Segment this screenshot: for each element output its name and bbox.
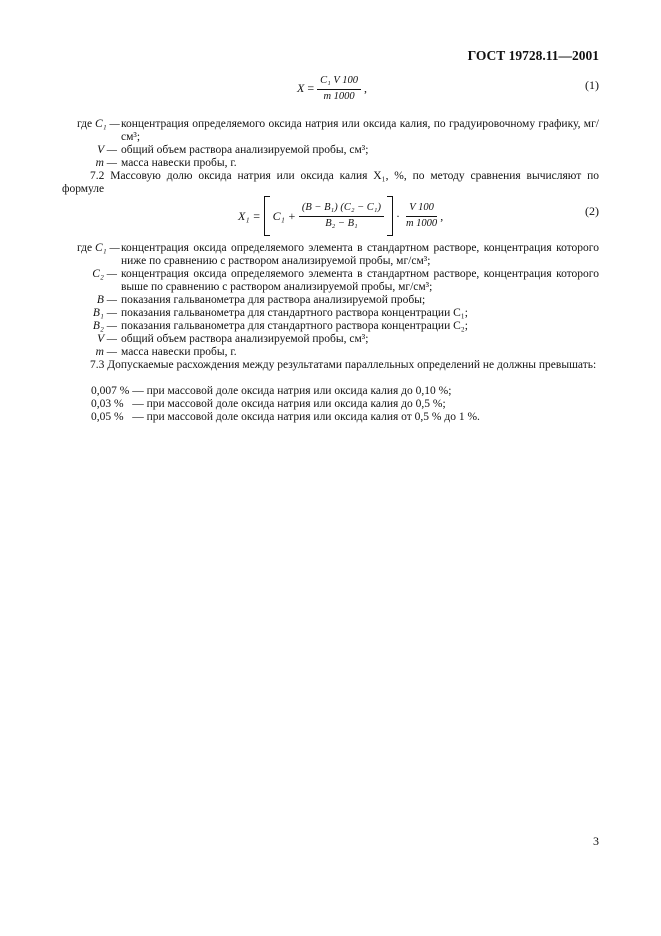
formula-1: X = $\frac{\text{C₁ V 100}}{m 1000}$ ,	[297, 75, 368, 102]
tolerance-item-3: 0,05 % — при массовой доле оксида натрия или оксида калия от 0,5 % до 1 %.	[91, 411, 480, 423]
def2-7-text: масса навески пробы, г.	[121, 346, 237, 358]
def3-text: масса навески пробы, г.	[121, 157, 237, 169]
def3-symbol: m —	[95, 157, 117, 169]
formula-2-denominator-2: m 1000	[405, 217, 438, 229]
formula-2-dot: ·	[395, 208, 400, 223]
formula-1-fraction	[317, 75, 361, 103]
def2-1-text: концентрация оксида определяемого элемента в стандартном растворе, концентрация которого ниже по сравнению с раствором анализируемой пробы, мг/см³;	[121, 242, 599, 267]
def1-text: концентрация определяемого оксида натрия или оксида калия, по градуировочному графику, мг/см³;	[121, 118, 599, 143]
def2-3-symbol: B —	[96, 294, 117, 306]
right-bracket	[387, 196, 393, 236]
document-header: ГОСТ 19728.11—2001	[467, 48, 599, 63]
formula-2	[238, 196, 443, 236]
formula-1-denominator: m 1000	[323, 90, 355, 102]
def2-3-text: показания гальванометра для раствора анализируемой пробы;	[121, 294, 426, 306]
formula-2-numerator: (B − B₁) (C₂ − C₁)	[299, 202, 384, 217]
def2-6-text: общий объем раствора анализируемой пробы, см³;	[121, 333, 369, 345]
formula-1-numerator: C₁ V 100	[317, 75, 361, 90]
def2-1-symbol: C₁ —	[94, 242, 120, 254]
tolerance-item-1: 0,007 % — при массовой доле оксида натрия или оксида калия до 0,10 %;	[91, 385, 452, 397]
def2-4-text: показания гальванометра для стандартного раствора концентрации C₁;	[121, 307, 468, 319]
left-bracket	[264, 196, 270, 236]
formula-1-lhs: X	[297, 80, 305, 95]
def2-6-symbol: V —	[97, 333, 117, 345]
def2-5-symbol: B₂ —	[92, 320, 117, 332]
def2-symbol: V —	[97, 144, 117, 156]
tolerance-item-2: 0,03 % — при массовой доле оксида натрия или оксида калия до 0,5 %;	[91, 398, 446, 410]
def2-2-text: концентрация оксида определяемого элемента в стандартном растворе, концентрация которого выше по сравнению с раствором анализируемой пробы, мг/см³;	[121, 268, 599, 293]
formula-2-denominator: B₂ − B₁	[325, 217, 358, 229]
formula-2-number: (2)	[585, 204, 599, 218]
formula-2-lhs: X₁ =	[238, 208, 261, 223]
formula-2-fraction	[299, 202, 384, 230]
formula-1-tail: ,	[364, 80, 368, 95]
formula-2-numerator-2: V 100	[406, 202, 437, 217]
formula-2-tail: ,	[440, 208, 444, 223]
formula-2-fraction-2	[403, 202, 440, 230]
formula-1-number: (1)	[585, 78, 599, 92]
page-number: 3	[593, 834, 599, 848]
def2-4-symbol: B₁ —	[92, 307, 117, 319]
paragraph-7-3: 7.3 Допускаемые расхождения между результатами параллельных определений не должны превышать:	[90, 359, 597, 371]
def2-7-symbol: m —	[95, 346, 117, 358]
def1-symbol: C₁ —	[94, 118, 120, 130]
def2-5-text: показания гальванометра для стандартного раствора концентрации C₂;	[121, 320, 468, 332]
formula-2-c1: C₁ +	[272, 208, 296, 223]
def2-2-symbol: C₂ —	[92, 268, 117, 280]
paragraph-7-2: 7.2 Массовую долю оксида натрия или оксида калия X₁, %, по методу сравнения вычисляют по формуле	[62, 170, 599, 195]
def2-prefix: где	[77, 242, 93, 254]
def1-prefix: где C₁ —	[77, 118, 120, 130]
def2-text: общий объем раствора анализируемой пробы, см³;	[121, 144, 369, 156]
